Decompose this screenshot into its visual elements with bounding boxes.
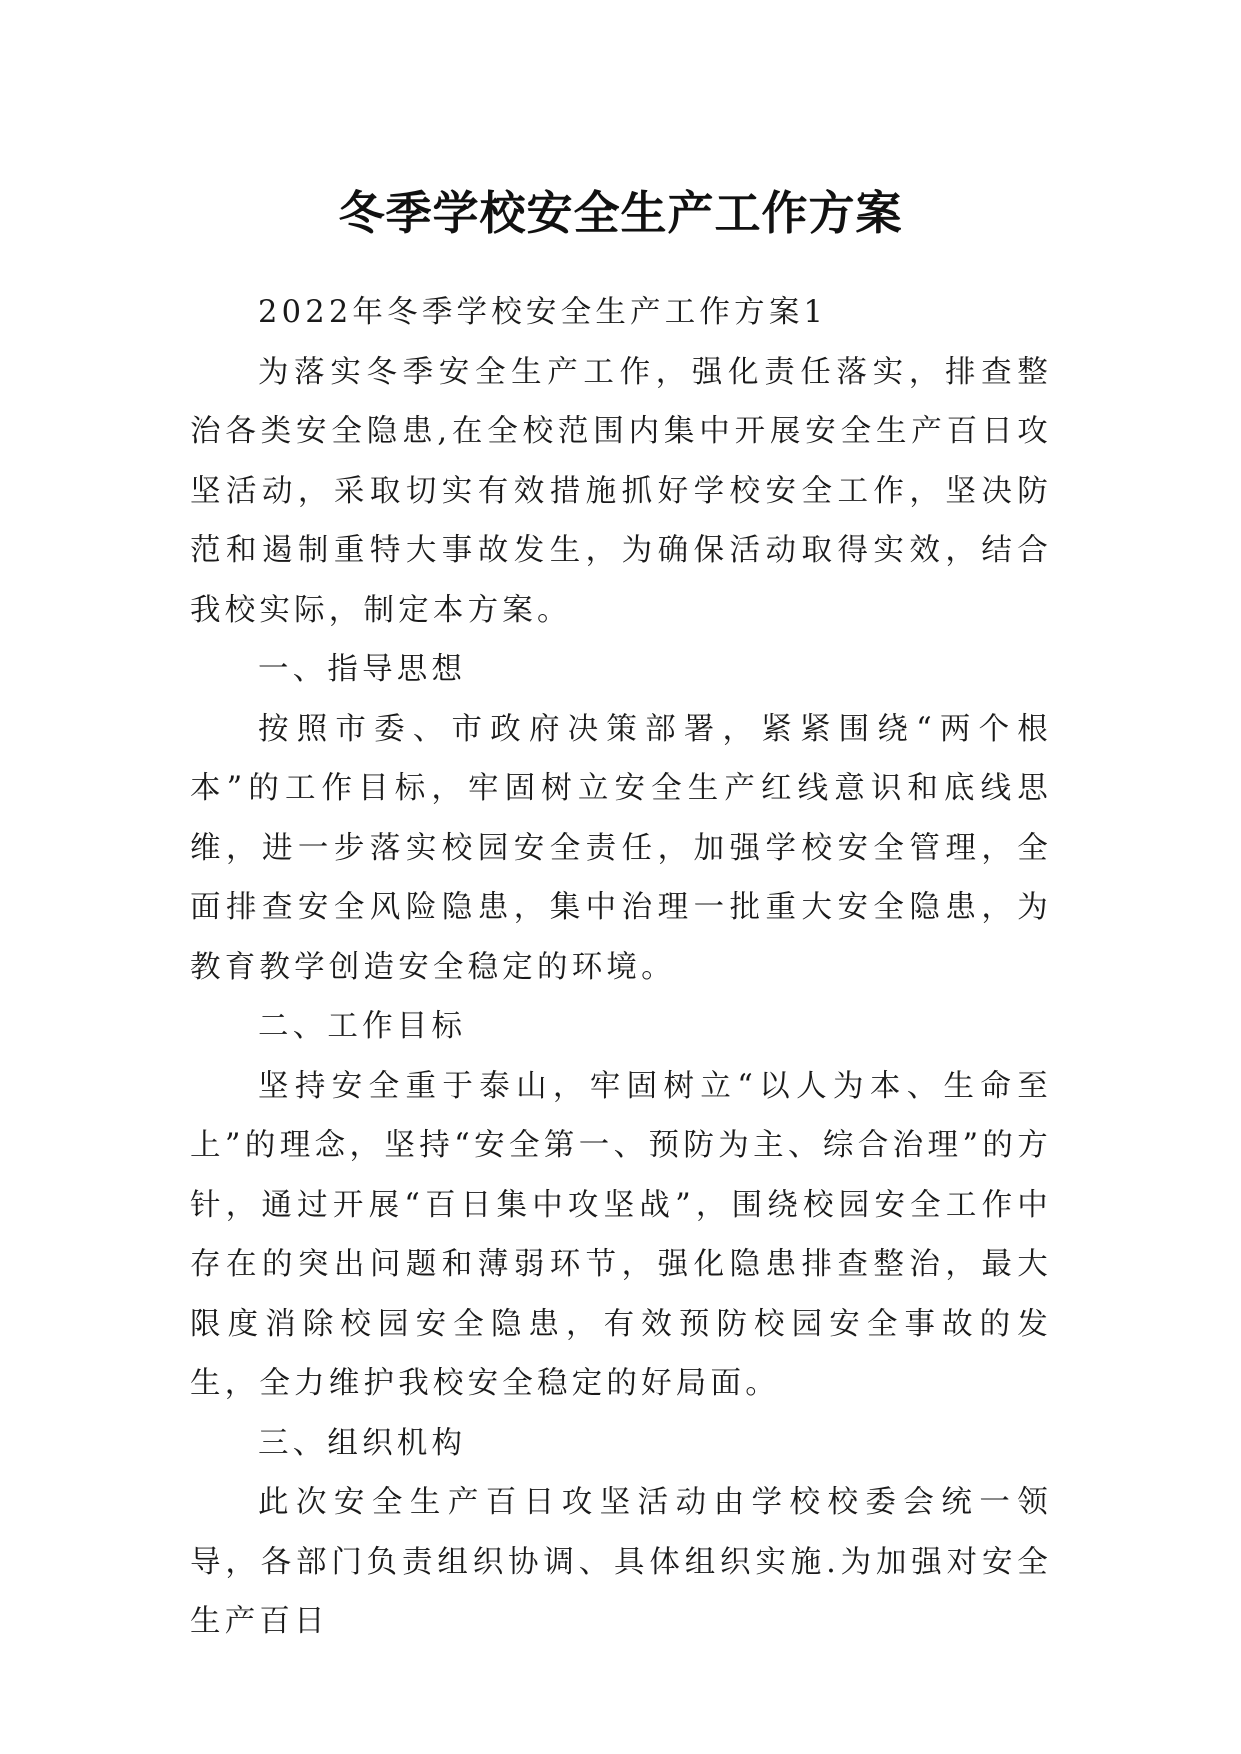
- document-title: 冬季学校安全生产工作方案: [338, 185, 903, 240]
- section-heading-work-goals: 二、工作目标: [258, 1009, 467, 1044]
- document-body: [190, 283, 1052, 1652]
- document-subtitle: 2022年冬季学校安全生产工作方案1: [258, 295, 828, 330]
- work-goals-paragraph: 坚持安全重于泰山，牢固树立“以人为本、生命至上”的理念，坚持“安全第一、预防为主、综合治理”的方针，通过开展“百日集中攻坚战”，围绕校园安全工作中存在的突出问题和薄弱环节，强化隐患排查整治，最大限度消除校园安全隐患，有效预防校园安全事故的发生，全力维护我校安全稳定的好局面。: [190, 1068, 1052, 1401]
- guiding-ideology-paragraph: 按照市委、市政府决策部署，紧紧围绕“两个根本”的工作目标，牢固树立安全生产红线意识和底线思维，进一步落实校园安全责任，加强学校安全管理，全面排查安全风险隐患，集中治理一批重大安全隐患，为教育教学创造安全稳定的环境。: [190, 711, 1052, 985]
- section-heading-organization: 三、组织机构: [258, 1425, 467, 1461]
- organization-paragraph: 此次安全生产百日攻坚活动由学校校委会统一领导，各部门负责组织协调、具体组织实施.为加强对安全生产百日: [190, 1485, 1052, 1639]
- intro-paragraph: 为落实冬季安全生产工作，强化责任落实，排查整治各类安全隐患,在全校范围内集中开展安全生产百日攻坚活动，采取切实有效措施抓好学校安全工作，坚决防范和遏制重特大事故发生，为确保活动取得实效，结合我校实际，制定本方案。: [190, 354, 1052, 628]
- section-heading-guiding-ideology: 一、指导思想: [258, 652, 467, 687]
